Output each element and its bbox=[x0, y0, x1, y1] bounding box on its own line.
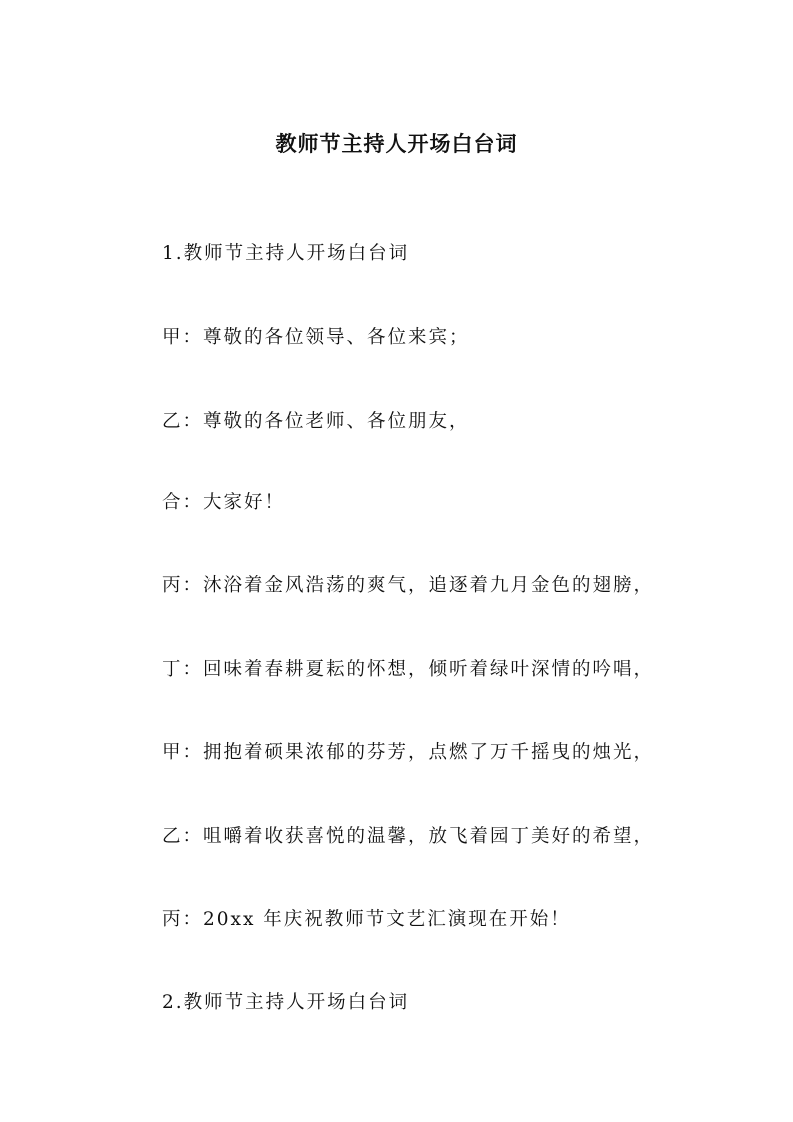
script-line: 乙：尊敬的各位老师、各位朋友， bbox=[162, 411, 470, 432]
script-line: 合：大家好！ bbox=[162, 492, 286, 513]
script-line: 甲：拥抱着硕果浓郁的芬芳，点燃了万千摇曳的烛光， bbox=[162, 742, 655, 763]
section-heading-2: 2.教师节主持人开场白台词 bbox=[162, 992, 410, 1013]
script-line: 丙：20xx 年庆祝教师节文艺汇演现在开始！ bbox=[162, 909, 571, 930]
section-heading-1: 1.教师节主持人开场白台词 bbox=[162, 243, 410, 264]
script-line: 丁：回味着春耕夏耘的怀想，倾听着绿叶深情的吟唱， bbox=[162, 659, 655, 680]
script-line: 甲：尊敬的各位领导、各位来宾； bbox=[162, 327, 470, 348]
script-line: 丙：沐浴着金风浩荡的爽气，追逐着九月金色的翅膀， bbox=[162, 575, 655, 596]
document-title: 教师节主持人开场白台词 bbox=[275, 131, 518, 156]
script-line: 乙：咀嚼着收获喜悦的温馨，放飞着园丁美好的希望， bbox=[162, 826, 655, 847]
